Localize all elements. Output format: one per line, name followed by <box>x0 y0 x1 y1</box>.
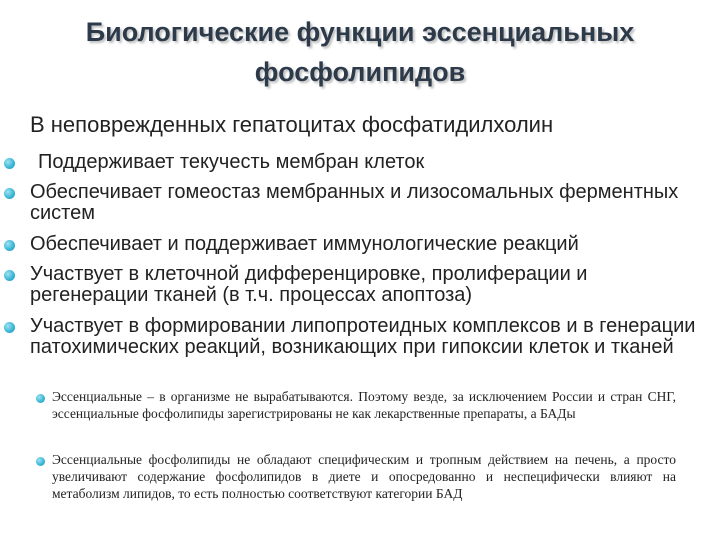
bullet-dot-icon <box>4 188 15 199</box>
bullet-item <box>30 152 710 173</box>
subtitle: В неповрежденных гепатоцитах фосфатидилхолин <box>30 112 554 137</box>
bullet-dot-icon <box>4 322 15 333</box>
title-area <box>0 0 720 100</box>
note-dot-icon <box>36 457 45 466</box>
bullet-item <box>30 264 710 306</box>
note-text: Эссенциальные фосфолипиды не обладают специфическим и тропным действием на печень, а просто увеличивают содержание фосфолипидов в диете и опосредованно и неспецифически влияют на метаболизм липидов, то есть полностью соответствуют категории БАД <box>52 452 676 501</box>
bullet-item <box>30 234 710 255</box>
bullet-text: Поддерживает текучесть мембран клеток <box>38 151 425 173</box>
slide-title <box>10 12 710 92</box>
bullet-text: Участвует в клеточной дифференцировке, пролиферации и регенерации тканей (в т.ч. процессах апоптоза) <box>30 263 588 306</box>
bullet-text: Обеспечивает гомеостаз мембранных и лизосомальных ферментных систем <box>30 181 679 224</box>
bullet-item <box>30 182 710 224</box>
bullet-text: Участвует в формировании липопротеидных комплексов и в генерации патохимических реакций, возникающих при гипоксии клеток и тканей <box>30 315 696 358</box>
bullet-dot-icon <box>4 270 15 281</box>
title-line-1: Биологические функции эссенциальных <box>85 17 635 47</box>
bullet-dot-icon <box>4 158 15 169</box>
title-line-2: фосфолипидов <box>254 57 466 87</box>
note-dot-icon <box>36 394 45 403</box>
bullet-text: Обеспечивает и поддерживает иммунологические реакций <box>30 233 579 255</box>
bullet-item <box>30 316 710 358</box>
bullet-dot-icon <box>4 240 15 251</box>
note-text: Эссенциальные – в организме не вырабатываются. Поэтому везде, за исключением России и стран СНГ, эссенциальные фосфолипиды зарегистрированы не как лекарственные препараты, а БАДы <box>52 389 676 421</box>
